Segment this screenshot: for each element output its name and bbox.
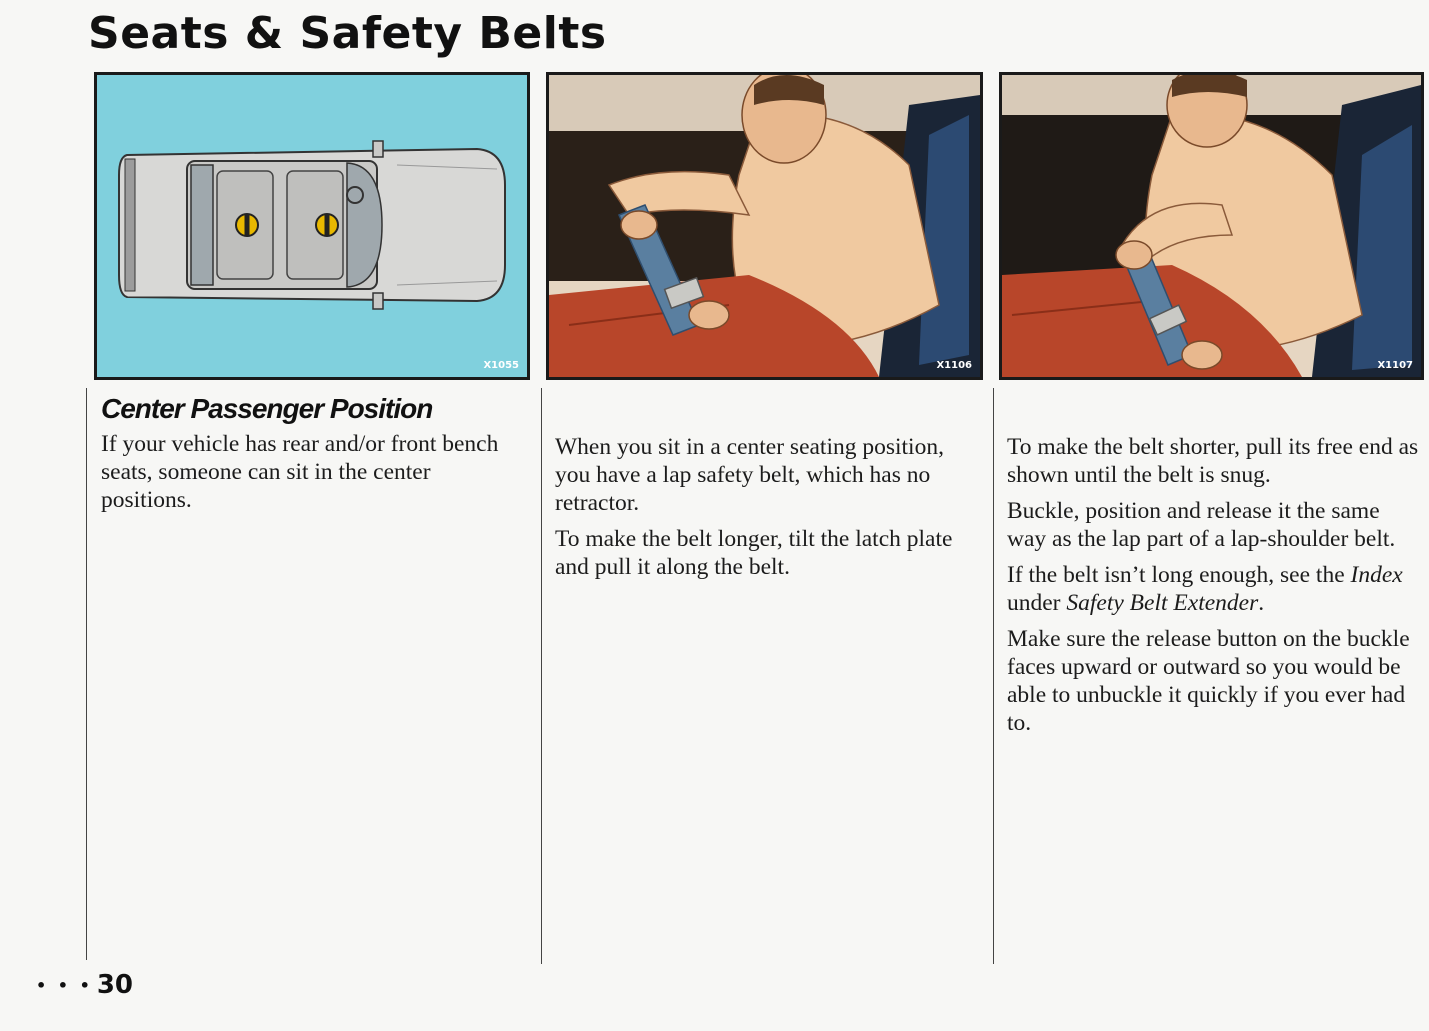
- paragraph: [1007, 561, 1419, 617]
- figure-code: X1107: [1377, 360, 1413, 371]
- text-run: under: [1007, 590, 1067, 616]
- page-number: 30: [96, 970, 134, 1000]
- right-text-column: [1007, 433, 1419, 745]
- lengthen-belt-figure: [546, 72, 983, 380]
- paragraph: Buckle, position and release it the same way as the lap part of a lap-shoulder belt.: [1007, 498, 1396, 552]
- vehicle-top-view-illustration: [97, 75, 527, 377]
- safety-belt-extender-reference: Safety Belt Extender: [1066, 590, 1259, 616]
- middle-text-column: [555, 433, 965, 589]
- figure-code: X1106: [936, 360, 972, 371]
- section-heading: Center Passenger Position: [101, 393, 433, 424]
- index-reference: Index: [1350, 562, 1403, 588]
- paragraph: To make the belt longer, tilt the latch plate and pull it along the belt.: [555, 526, 953, 580]
- text-run: If the belt isn’t long enough, see the: [1007, 562, 1351, 588]
- page-title: Seats & Safety Belts: [88, 8, 607, 59]
- shorten-belt-illustration: [1002, 75, 1421, 377]
- paragraph: When you sit in a center seating position, you have a lap safety belt, which has no retractor.: [555, 434, 944, 516]
- paragraph: To make the belt shorter, pull its free end as shown until the belt is snug.: [1007, 434, 1419, 488]
- text-run: .: [1258, 590, 1265, 616]
- vehicle-top-view-figure: [94, 72, 530, 380]
- column-divider: [541, 388, 542, 964]
- column-divider: [86, 388, 87, 960]
- paragraph: Make sure the release button on the buckle faces upward or outward so you would be able to unbuckle it quickly if you ever had to.: [1007, 626, 1410, 736]
- paragraph: If your vehicle has rear and/or front bench seats, someone can sit in the center positions.: [101, 431, 499, 513]
- page-number-block: [36, 970, 133, 1000]
- page-dots: • • •: [36, 976, 93, 995]
- figure-code: X1055: [483, 360, 519, 371]
- column-divider: [993, 388, 994, 964]
- shorten-belt-figure: [999, 72, 1424, 380]
- left-text-column: [101, 392, 501, 522]
- lengthen-belt-illustration: [549, 75, 980, 377]
